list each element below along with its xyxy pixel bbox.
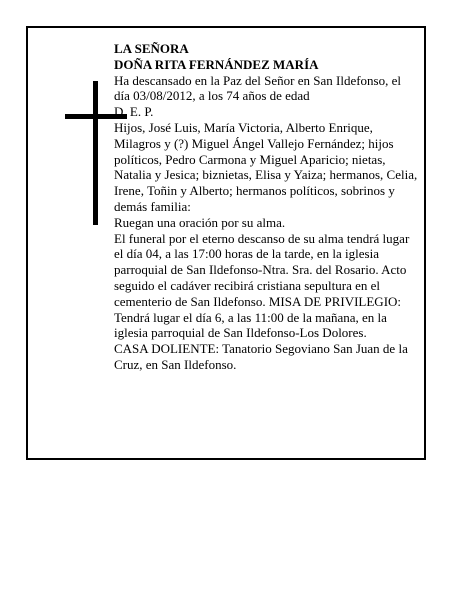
funeral-details: El funeral por el eterno descanso de su alma tendrá lugar el día 04, a las 17:00 horas de la tarde, en la iglesia parroquial de San Ildefonso-Ntra. Sra. del Rosario. Acto seguido el cadáver recibirá cristiana sepultura en el cementerio de San Ildefonso. MISA DE PRIVILEGIO: Tendrá lugar el día 6, a las 11:00 de la mañana, en la iglesia parroquial de San Ildefonso-Los Dolores.	[114, 230, 410, 341]
family-list: Hijos, José Luis, María Victoria, Alberto Enrique, Milagros y (?) Miguel Ángel Vallejo Fernández; hijos políticos, Pedro Carmona y Miguel Aparicio; nietas, Natalia y Jesica; biznietas, Elisa y Yaiza; hermanos, Celia, Irene, Toñin y Alberto; hermanos políticos, sobrinos y demás familia:	[114, 119, 418, 214]
deceased-name: DOÑA RITA FERNÁNDEZ MARÍA	[114, 56, 319, 72]
notice-text-block	[114, 41, 418, 373]
cross-vertical-bar	[93, 81, 98, 225]
funeral-home: CASA DOLIENTE: Tanatorio Segoviano San Juan de la Cruz, en San Ildefonso.	[114, 341, 408, 372]
death-announcement: Ha descansado en la Paz del Señor en San Ildefonso, el día 03/08/2012, a los 74 años de edad	[114, 72, 401, 104]
prayer-request: Ruegan una oración por su alma.	[114, 214, 286, 230]
rip-line: D. E. P.	[114, 104, 154, 120]
notice-heading: LA SEÑORA	[114, 41, 189, 56]
